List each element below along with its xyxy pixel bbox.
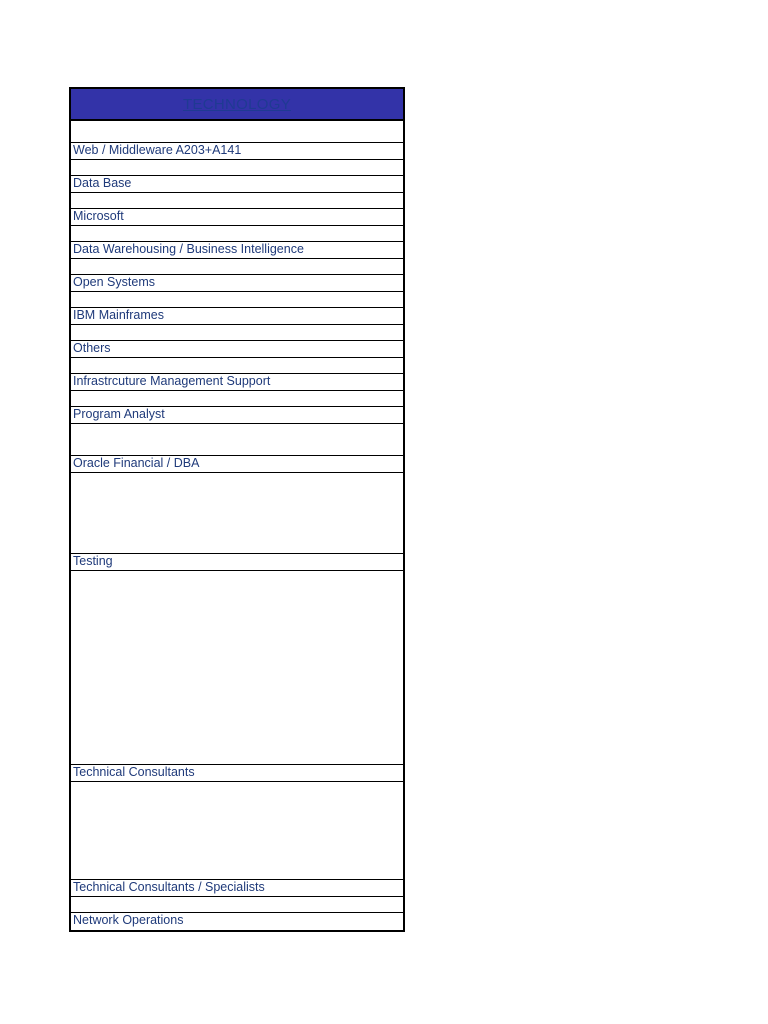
table-row: Others — [71, 341, 403, 358]
table-body — [71, 121, 403, 930]
spacer-row — [71, 782, 403, 880]
table-row: Technical Consultants — [71, 765, 403, 782]
table-row: Program Analyst — [71, 407, 403, 424]
table-title: TECHNOLOGY — [182, 95, 291, 113]
table-row: Microsoft — [71, 209, 403, 226]
spacer-row — [71, 473, 403, 554]
table-row: Technical Consultants / Specialists — [71, 880, 403, 897]
table-row: Data Base — [71, 176, 403, 193]
spacer-row — [71, 897, 403, 913]
spacer-row — [71, 391, 403, 407]
table-row: Data Warehousing / Business Intelligence — [71, 242, 403, 259]
spacer-row — [71, 193, 403, 209]
spacer-row — [71, 160, 403, 176]
technology-table — [69, 87, 405, 932]
table-row: Infrastrcuture Management Support — [71, 374, 403, 391]
spacer-row — [71, 292, 403, 308]
spacer-row — [71, 226, 403, 242]
table-row: Web / Middleware A203+A141 — [71, 143, 403, 160]
spacer-row — [71, 571, 403, 765]
spacer-row — [71, 259, 403, 275]
spacer-row — [71, 121, 403, 143]
table-row: Open Systems — [71, 275, 403, 292]
table-row: IBM Mainframes — [71, 308, 403, 325]
table-row: Oracle Financial / DBA — [71, 456, 403, 473]
table-header — [71, 89, 403, 121]
spacer-row — [71, 325, 403, 341]
spacer-row — [71, 358, 403, 374]
table-row: Network Operations — [73, 913, 184, 927]
table-row: Testing — [71, 554, 403, 571]
spacer-row — [71, 424, 403, 456]
